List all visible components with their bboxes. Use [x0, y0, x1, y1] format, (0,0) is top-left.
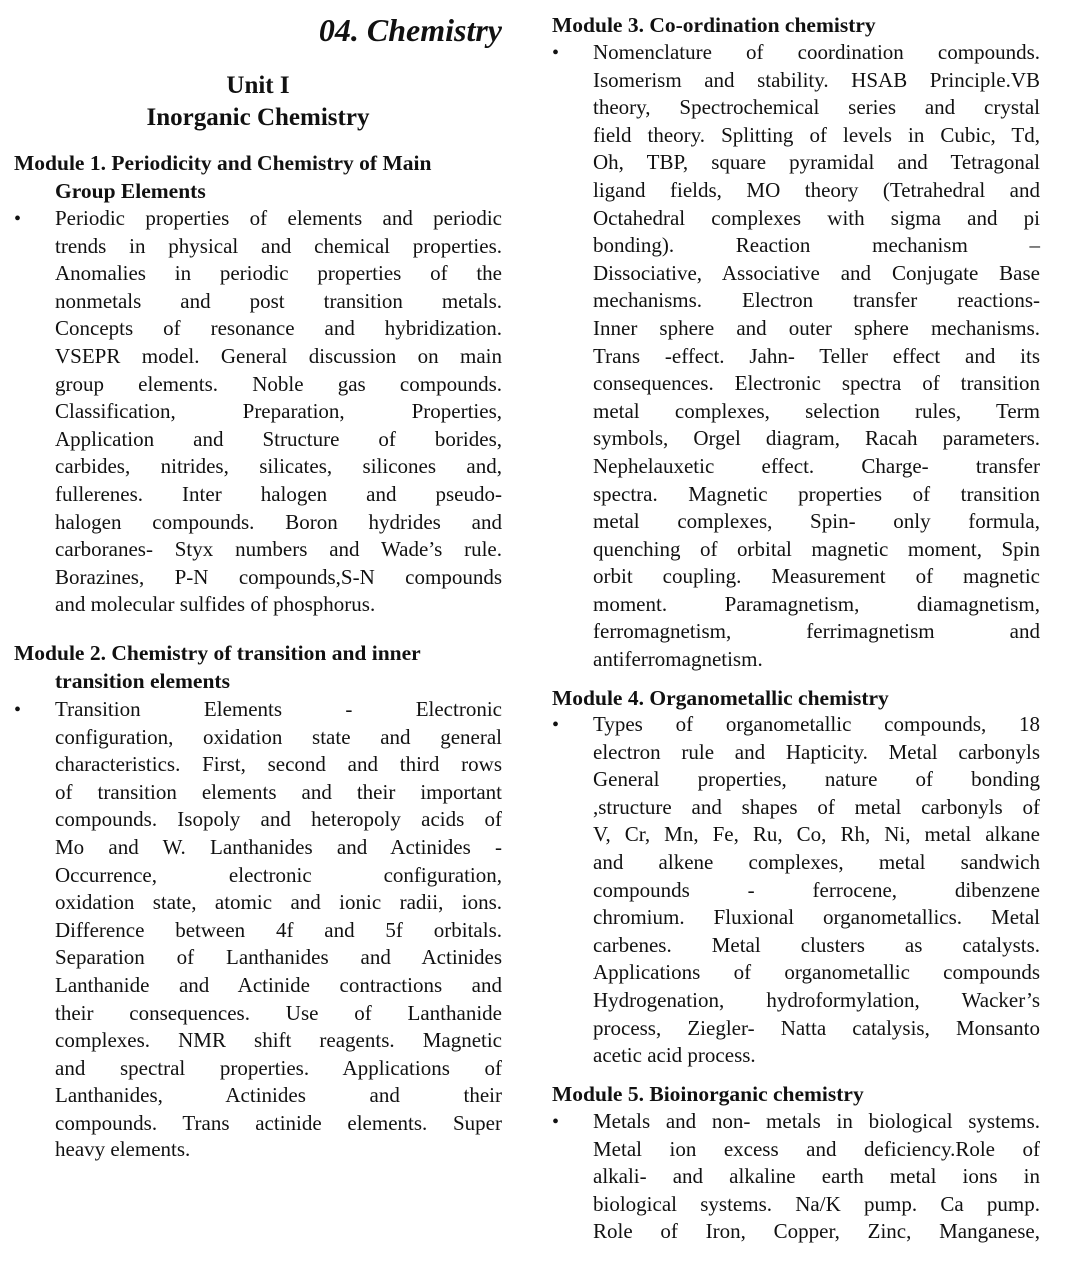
- text-line: chromium. Fluxional organometallics. Metal: [593, 905, 1040, 930]
- text-line: metal complexes, selection rules, Term: [593, 398, 1040, 423]
- text-line: antiferromagnetism.: [593, 647, 763, 672]
- text-line: ligand fields, MO theory (Tetrahedral and: [593, 177, 1040, 202]
- text-line: theory, Spectrochemical series and crystal: [593, 95, 1040, 120]
- module-2-body: [55, 696, 502, 1164]
- text-line: compounds. Trans actinide elements. Super: [55, 1110, 502, 1135]
- text-line: characteristics. First, second and third rows: [55, 752, 502, 777]
- text-line: nonmetals and post transition metals.: [55, 288, 502, 313]
- page-title: 04. Chemistry: [318, 12, 502, 48]
- text-line: mechanisms. Electron transfer reactions-: [593, 288, 1040, 313]
- module-3-heading-line1: Module 3. Co-ordination chemistry: [552, 13, 876, 37]
- text-line: Borazines, P-N compounds,S-N compounds: [55, 564, 502, 589]
- module-3-heading: [552, 11, 1040, 39]
- text-line: Isomerism and stability. HSAB Principle.VB: [593, 67, 1040, 92]
- bullet-icon: •: [552, 42, 560, 64]
- unit-subject-heading: Inorganic Chemistry: [146, 104, 370, 131]
- module-4-body: [593, 711, 1040, 1070]
- text-line: of transition elements and their important: [55, 779, 502, 804]
- module-2-heading: [14, 639, 502, 695]
- text-line: Classification, Preparation, Properties,: [55, 399, 502, 424]
- text-line: Lanthanides, Actinides and their: [55, 1083, 502, 1108]
- module-1-heading: [14, 149, 502, 205]
- module-2-heading-line2: transition elements: [55, 669, 230, 693]
- module-5-heading-line1: Module 5. Bioinorganic chemistry: [552, 1082, 864, 1106]
- bullet-icon: •: [552, 1111, 560, 1133]
- text-line: metal complexes, Spin- only formula,: [593, 509, 1040, 534]
- bullet-icon: •: [14, 208, 22, 230]
- text-line: compounds. Isopoly and heteropoly acids of: [55, 807, 502, 832]
- module-1-heading-line1: Module 1. Periodicity and Chemistry of Main: [14, 151, 432, 175]
- text-line: Role of Iron, Copper, Zinc, Manganese,: [593, 1219, 1040, 1244]
- text-line: Hydrogenation, hydroformylation, Wacker’s: [593, 987, 1040, 1012]
- right-column: [552, 0, 1040, 1278]
- text-line: moment. Paramagnetism, diamagnetism,: [593, 591, 1040, 616]
- text-line: ferromagnetism, ferrimagnetism and: [593, 619, 1040, 644]
- text-line: Mo and W. Lanthanides and Actinides -: [55, 834, 502, 859]
- text-line: VSEPR model. General discussion on main: [55, 343, 502, 368]
- text-line: compounds - ferrocene, dibenzene: [593, 877, 1040, 902]
- text-line: Dissociative, Associative and Conjugate Base: [593, 260, 1040, 285]
- text-line: group elements. Noble gas compounds.: [55, 371, 502, 396]
- text-line: consequences. Electronic spectra of transition: [593, 371, 1040, 396]
- text-line: oxidation state, atomic and ionic radii, ions.: [55, 890, 502, 915]
- text-line: Metals and non- metals in biological systems.: [593, 1109, 1040, 1133]
- text-line: carbides, nitrides, silicates, silicones and,: [55, 454, 502, 479]
- text-line: and alkene complexes, metal sandwich: [593, 849, 1040, 874]
- text-line: Concepts of resonance and hybridization.: [55, 316, 502, 341]
- text-line: biological systems. Na/K pump. Ca pump.: [593, 1191, 1040, 1216]
- text-line: symbols, Orgel diagram, Racah parameters.: [593, 426, 1040, 451]
- text-line: Transition Elements - Electronic: [55, 697, 502, 721]
- text-line: Metal ion excess and deficiency.Role of: [593, 1136, 1040, 1161]
- text-line: bonding). Reaction mechanism –: [593, 233, 1040, 258]
- text-line: General properties, nature of bonding: [593, 767, 1040, 792]
- module-1-body: [55, 205, 502, 619]
- text-line: and molecular sulfides of phosphorus.: [55, 592, 376, 617]
- module-2-heading-line1: Module 2. Chemistry of transition and inner: [14, 641, 421, 665]
- text-line: ,structure and shapes of metal carbonyls of: [593, 794, 1040, 819]
- text-line: carboranes- Styx numbers and Wade’s rule.: [55, 537, 502, 562]
- unit-heading: Unit I: [226, 72, 290, 99]
- text-line: halogen compounds. Boron hydrides and: [55, 509, 502, 534]
- module-1-heading-line2: Group Elements: [55, 179, 206, 203]
- text-line: Anomalies in periodic properties of the: [55, 261, 502, 286]
- module-4-heading-line1: Module 4. Organometallic chemistry: [552, 686, 889, 710]
- text-line: Periodic properties of elements and periodic: [55, 206, 502, 230]
- text-line: process, Ziegler- Natta catalysis, Monsanto: [593, 1015, 1040, 1040]
- text-line: spectra. Magnetic properties of transition: [593, 481, 1040, 506]
- text-line: their consequences. Use of Lanthanide: [55, 1000, 502, 1025]
- text-line: Types of organometallic compounds, 18: [593, 712, 1040, 736]
- text-line: and spectral properties. Applications of: [55, 1055, 502, 1080]
- text-line: quenching of orbital magnetic moment, Spin: [593, 536, 1040, 561]
- text-line: V, Cr, Mn, Fe, Ru, Co, Rh, Ni, metal alkane: [593, 822, 1040, 847]
- text-line: electron rule and Hapticity. Metal carbonyls: [593, 739, 1040, 764]
- text-line: heavy elements.: [55, 1136, 191, 1161]
- text-line: Application and Structure of borides,: [55, 426, 502, 451]
- text-line: Separation of Lanthanides and Actinides: [55, 945, 502, 970]
- text-line: Difference between 4f and 5f orbitals.: [55, 917, 502, 942]
- text-line: acetic acid process.: [593, 1043, 756, 1068]
- text-line: Octahedral complexes with sigma and pi: [593, 205, 1040, 230]
- module-5-body: [593, 1108, 1040, 1246]
- module-4-heading: [552, 684, 1040, 712]
- text-line: complexes. NMR shift reagents. Magnetic: [55, 1028, 502, 1053]
- text-line: Occurrence, electronic configuration,: [55, 862, 502, 887]
- text-line: alkali- and alkaline earth metal ions in: [593, 1164, 1040, 1189]
- left-column: [14, 0, 502, 1278]
- text-line: trends in physical and chemical properties.: [55, 233, 502, 258]
- text-line: field theory. Splitting of levels in Cubic, Td,: [593, 122, 1040, 147]
- text-line: Nomenclature of coordination compounds.: [593, 40, 1040, 64]
- text-line: configuration, oxidation state and general: [55, 724, 502, 749]
- text-line: carbenes. Metal clusters as catalysts.: [593, 932, 1040, 957]
- text-line: fullerenes. Inter halogen and pseudo-: [55, 481, 502, 506]
- text-line: orbit coupling. Measurement of magnetic: [593, 564, 1040, 589]
- text-line: Oh, TBP, square pyramidal and Tetragonal: [593, 150, 1040, 175]
- bullet-icon: •: [14, 699, 22, 721]
- module-3-body: [593, 39, 1040, 674]
- module-5-heading: [552, 1080, 1040, 1108]
- text-line: Applications of organometallic compounds: [593, 960, 1040, 985]
- text-line: Inner sphere and outer sphere mechanisms.: [593, 315, 1040, 340]
- text-line: Nephelauxetic effect. Charge- transfer: [593, 453, 1040, 478]
- text-line: Lanthanide and Actinide contractions and: [55, 972, 502, 997]
- bullet-icon: •: [552, 714, 560, 736]
- text-line: Trans -effect. Jahn- Teller effect and its: [593, 343, 1040, 368]
